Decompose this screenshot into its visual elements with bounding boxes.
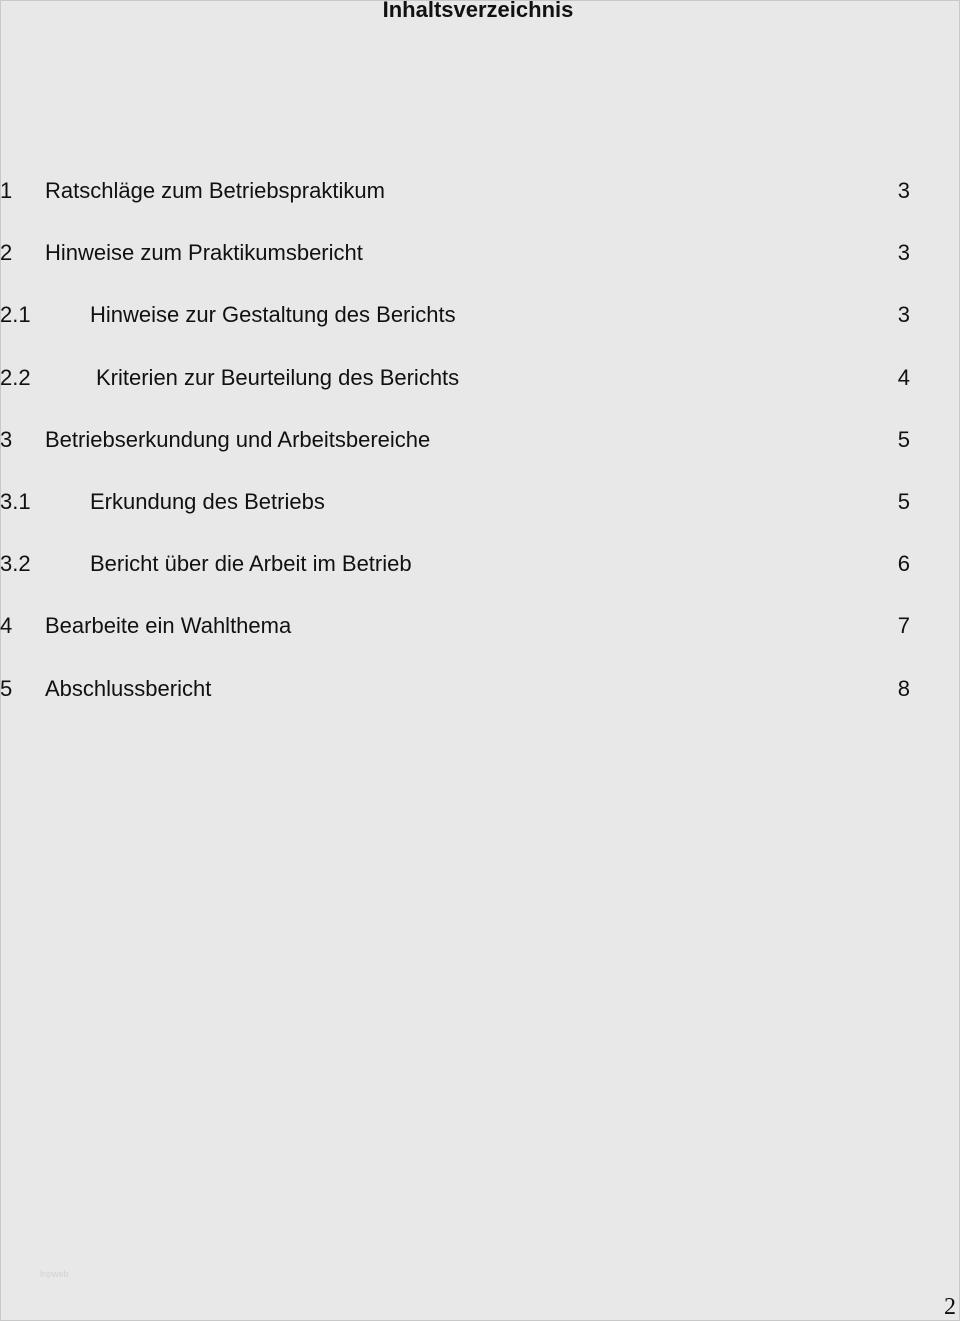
toc-entry[interactable] — [0, 484, 960, 546]
toc-entry-page: 5 — [897, 488, 910, 514]
toc-entry-number: 2 — [0, 240, 13, 266]
toc-entry[interactable] — [0, 360, 960, 422]
toc-entry[interactable] — [0, 546, 960, 608]
toc-entry[interactable] — [0, 173, 960, 235]
toc-entry-number: 1 — [0, 178, 13, 203]
toc-entry-number: 3.2 — [0, 551, 31, 577]
watermark: lnpweb — [40, 1269, 69, 1279]
page-number: 2 — [944, 1294, 956, 1320]
toc-entry-page: 3 — [897, 302, 910, 328]
toc-entry-number: 4 — [0, 613, 13, 639]
toc-entry[interactable] — [0, 671, 960, 733]
page-title: Inhaltsverzeichnis — [382, 0, 574, 22]
toc-entry-title: Bearbeite ein Wahlthema — [45, 613, 292, 639]
toc-entry-page: 5 — [897, 426, 910, 452]
toc-entry-title: Betriebserkundung und Arbeitsbereiche — [45, 426, 431, 452]
toc-entry-number: 3 — [0, 426, 13, 452]
toc-entry-page: 4 — [897, 364, 910, 390]
toc-entry-page: 7 — [897, 613, 910, 639]
toc-entry-title: Hinweise zur Gestaltung des Berichts — [90, 302, 456, 328]
toc-entry[interactable] — [0, 422, 960, 484]
toc-entry-number: 3.1 — [0, 488, 31, 514]
toc-entry-title: Erkundung des Betriebs — [90, 488, 325, 514]
toc-entry-number: 5 — [0, 675, 13, 701]
toc-entry[interactable] — [0, 297, 960, 359]
toc-entry-title: Hinweise zum Praktikumsbericht — [45, 240, 363, 266]
toc-entry[interactable] — [0, 608, 960, 670]
toc-entry-number: 2.2 — [0, 364, 31, 390]
table-of-contents — [0, 173, 960, 733]
toc-entry-title: Kriterien zur Beurteilung des Berichts — [96, 364, 460, 390]
toc-entry-title: Bericht über die Arbeit im Betrieb — [90, 551, 412, 577]
toc-entry-page: 8 — [897, 675, 910, 701]
toc-entry[interactable] — [0, 235, 960, 297]
toc-entry-page: 3 — [897, 178, 910, 203]
toc-entry-page: 3 — [897, 240, 910, 266]
toc-entry-number: 2.1 — [0, 302, 31, 328]
toc-entry-title: Ratschläge zum Betriebspraktikum — [45, 178, 385, 203]
toc-entry-title: Abschlussbericht — [45, 675, 212, 701]
toc-entry-page: 6 — [897, 551, 910, 577]
